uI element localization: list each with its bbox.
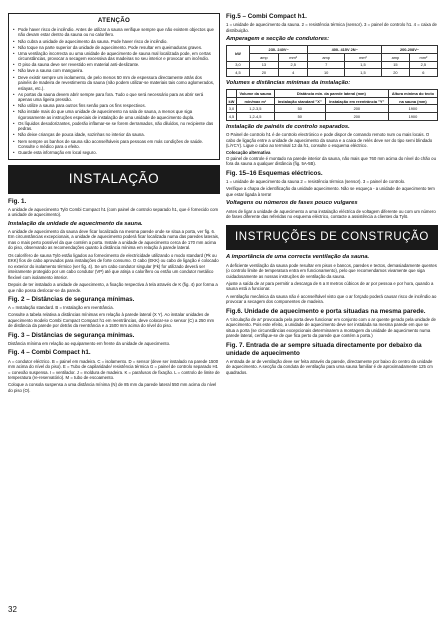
volumes-table-body <box>227 105 438 120</box>
vol-subheader: kW <box>227 97 237 105</box>
install-paragraph-1: A unidade de aquecimento da sauna deve ficar localizada na mesma parede onde se situa a porta, ver fig. 6. Em circunstâncias excepcionais, a unidade de aquecimento poderá ficar localizada numa das paredes laterais, mas o mais perto possível da que contém a porta. Instale a unidade de aquecimento cerca de 170 mm acima do piso, observando as recomendações quanto à distância mínima em relação à parede lateral. <box>8 228 220 251</box>
voltage-heading: Voltagens ou números de fases pouco vulgares <box>226 200 358 207</box>
warning-item: • As portas da sauna devem abrir sempre para fora. Tudo o que será necessário para as abrir será apenas uma ligeira pressão. <box>13 92 215 103</box>
construction-banner: INSTRUÇÕES DE CONSTRUÇÃO <box>226 225 438 251</box>
install-paragraph-3: Depois de ter instalado a unidade de aquecimento, a fixação respectiva à tela através de K (fig. 4) por forma a que não possa deslocar-se da parede. <box>8 282 218 293</box>
amperage-table-cell: 1,5 <box>344 69 381 77</box>
amperage-table-cell: 1,5 <box>344 61 381 69</box>
left-column <box>8 13 220 395</box>
volumes-table-cell: 4,5 <box>227 113 237 121</box>
amperage-table-body <box>227 61 438 76</box>
warning-item: • Não instale mais do que uma unidade de aquecimento na sala de sauna, a menos que siga rigorosamente as instruções especiais de instalação de uma unidade de aquecimento dupla. <box>13 109 215 120</box>
fig4-paragraph: Coloque a consola suspensa a uma distância mínima (N) de 85 mm da parede lateral 550 mm acima do nível do piso (O). <box>8 382 217 393</box>
warning-item: • Deve existir sempre um isolamento, de pelo menos 50 mm de espessura directamente atrás dos painéis de madeira de revestimento da sauna (não podem utilizar-se materiais tais como aglomerados, eslayas, etc.). <box>13 75 215 92</box>
right-column <box>226 13 438 377</box>
fig2-text: A = Instalação standard. B = Instalação em reentrância. <box>8 305 114 311</box>
fig1516-heading: Fig. 15–16 Esquemas eléctricos. <box>226 169 323 177</box>
amperage-heading: Amperagem e secção de condutores: <box>226 36 330 43</box>
amp-header-230: 230- 240V~ <box>249 46 308 54</box>
amperage-table-cell: 4 <box>278 69 308 77</box>
fig5-text: 1 = unidade de aquecimento da sauna. 2 = resistência térmica (sensor). 3 = painel de controlo h1. 4 = caixa de distribuição. <box>226 22 437 33</box>
install-heading: Instalação da unidade de aquecimento da sauna. <box>8 220 143 227</box>
fig7-paragraph: A entrada de ar de ventilação deve ser feita através da parede, directamente por baixo do centro da unidade de aquecimento. A secção da conduta de ventilação para uma sauna familiar é de aproximadamente 125 cm quadrados. <box>226 358 433 375</box>
fig1-text: A unidade de aquecimento Tylö Combi Compact h1 (com painel de controlo separado h1, que é fornecido com a unidade de aquecimento). <box>8 206 219 218</box>
amperage-table-cell: 2,5 <box>278 61 308 69</box>
fig7-heading: Fig. 7. Entrada de ar sempre situada directamente por debaixo da unidade de aquecimento <box>226 341 422 357</box>
volumes-table-cell: 1,2-3,5 <box>236 105 274 113</box>
warning-item: • Pode haver risco de incêndio. Antes de utilizar a sauna verifique sempre que não existem objectos que não devam estar dentro da sauna ou no calorifero. <box>13 27 215 38</box>
volumes-table-row <box>227 105 438 113</box>
panel-heading: Instalação de painéis de controlo separados. <box>226 123 350 130</box>
warning-list <box>13 27 215 156</box>
volumes-table-cell: 3,0 <box>227 105 237 113</box>
ventilation-paragraph-2: Ajuste a saída de ar para permitir a descarga de 6 a 8 metros cúbicos de ar por pessoa e por hora, quando a sauna está a funcionar. <box>226 280 434 292</box>
fig5-heading: Fig.5 – Combi Compact h1. <box>226 13 307 20</box>
fig1516-paragraph: Verifique a chapa de identificação da unidade aquecimento. Não se esqueça - a unidade de aquecimento tem que estar ligada à terra! <box>226 186 435 197</box>
warning-item: • Não toque na parte superior da unidade de aquecimento. Pode resultar em queimaduras graves. <box>13 45 215 51</box>
page-number: 32 <box>8 605 17 614</box>
warning-item: • Uma ventilação incorrecta ou uma unidade de aquecimento de sauna mal localizada pode, em certas circunstâncias, provocar a secagem excessiva das madeiras no seu interior e provocar um incêndio. <box>13 51 215 62</box>
fig3-text: Distância mínima em relação ao equipamento em frente da unidade de aquecimento. <box>8 340 171 346</box>
volumes-table-cell: 1900 <box>388 105 437 113</box>
fig2-heading: Fig. 2 – Distâncias de segurança mínimas. <box>8 296 135 304</box>
amperage-table-row <box>227 69 438 77</box>
warning-item: • Nem sempre os banhos de sauna são aconselháveis para pessoas em más condições de saúde. Consulte o médico para o efeito. <box>13 139 215 150</box>
volumes-table-cell: 200 <box>325 105 388 113</box>
amperage-table-cell: 13 <box>249 61 278 69</box>
vol-header-blank <box>227 90 237 98</box>
amperage-table-row <box>227 61 438 69</box>
warning-box <box>8 13 220 160</box>
volumes-table <box>226 89 438 120</box>
ventilation-paragraph-1: A deficiente ventilação da sauna pode resultar em pisos e bancos, paredes e tectos, demasiadamente quentes (o controlo limite de temperatura entra em funcionamento), pelo que recomendamos vivamente que siga cuidadosamente as nossas instruções de ventilação da sauna. <box>226 262 437 279</box>
install-paragraph-2: Os calorífero de sauna Tylö estão ligados ao fornecimento de electricidade utilizando o modo standard (Pk ou EKK) fios de cabo aprovados para instalações de forte consumo. O cabo (EKK) ou cabo de ligação é colocado no exterior do isolamento térmico (ver fig. 4). Se um cabo condutor singular (Fk) for utilizado deverá ser inteiramente protegido por um cabo condutor (VP) até que atinja o calorífero ou então um condutor metálico flexível com isolamento interior. <box>8 252 219 280</box>
amp-subheader: amp <box>382 54 410 62</box>
warning-item: • Os líquidos desodorizantes, poderão inflamar-se se forem derramados, não diluídos, no recipiente das pedras. <box>13 121 215 132</box>
volumes-table-cell: 50 <box>274 113 325 121</box>
amp-header-kw: kW <box>227 46 250 61</box>
fig4-heading: Fig. 4 – Combi Compact h1. <box>8 349 91 357</box>
volumes-table-cell: 1900 <box>388 113 437 121</box>
amp-subheader: amp <box>308 54 344 62</box>
volumes-table-cell: 200 <box>325 113 388 121</box>
vol-header-distance: Distância min. da parede lateral (mm) <box>274 90 388 98</box>
amperage-table <box>226 45 438 76</box>
fig2-paragraph: Consulte a tabela relativa a distâncias mínimas em relação à parede lateral (X Y). Ao instalar unidades de aquecimento modelo Combi Compact Compact h1 em reentrâncias, deve colocar-se o sensor (C) a 250 mm de distância da parede por detrás da reentrância e a 1500 mm acima do nível do piso. <box>8 312 215 329</box>
volumes-table-row <box>227 113 438 121</box>
vol-subheader: na sauna (mm) <box>388 97 437 105</box>
ventilation-heading: A importância de uma correcta ventilação da sauna. <box>226 254 370 261</box>
fig4-text: A = condutor eléctrico. B = painel em madeira. C = isolamento. D = sensor (deve ser instalado na parede 1500 mm acima do nível do piso). E = Tubo de capilaridade/ resistência térmica G = painel de controlo separado H1 = conexão suspensa. I = ventilador. J = moldura de madeira. K = parafusos de fixação. L = controlo de limite de temperatura (re-reservatório). M = tubo de escoamento. <box>8 358 220 380</box>
fig6-paragraph: A 'circulação de ar' provocada pela porta deve funcionar em conjunto com o ar quente gerado pela unidade de aquecimento. Pois este efeito, a unidade de aquecimento deve ser instalada na mesma parede em que se situa a porta (se circunstâncias excepcionais determinarem a montagem da unidade de aquecimento numa parede lateral, certifique-se de que fica perto da parede que contém a porta.) <box>226 316 436 339</box>
amperage-table-cell: 3,0 <box>227 61 250 69</box>
amperage-table-cell: 4,5 <box>227 69 250 77</box>
vol-subheader: min/max m³ <box>236 97 274 105</box>
warning-item: • Não lave a sauna com mangueira. <box>13 68 215 74</box>
vol-subheader: Instalação em reentrância "Y" <box>325 97 388 105</box>
panel-paragraph-2: O painel de controle é montado na parede interior da sauna, não mais que 760 mm acima do nível do chão ou fora da sauna a qualquer distância (fig. 5A-5B). <box>226 155 436 167</box>
amp-subheader: mm² <box>278 54 308 62</box>
warning-item: • Guarde esta informação em local seguro. <box>13 150 215 156</box>
fig3-heading: Fig. 3 – Distâncias de segurança mínimas. <box>8 331 135 339</box>
volumes-table-cell: 1,2-4,5 <box>236 113 274 121</box>
warning-item: • O piso da sauna deve ser revestido em material anti-deslizante. <box>13 62 215 68</box>
amperage-table-cell: 2,5 <box>409 61 437 69</box>
amperage-table-cell: 10 <box>308 69 344 77</box>
amperage-table-cell: 20 <box>382 69 410 77</box>
amperage-table-cell: 7 <box>308 61 344 69</box>
warning-item: • Não deixe crianças de pouca idade, sozinhas no interior da sauna. <box>13 132 215 138</box>
amperage-table-cell: 15 <box>382 61 410 69</box>
voltage-paragraph: Antes de ligar a unidade de aquecimento a uma instalação eléctrica de voltagem diferente ou com um número de fases diferente das referidas no esquema eléctrico, contacte a assistência a clientes da Tylö. <box>226 208 436 220</box>
amp-subheader: mm² <box>409 54 437 62</box>
fig6-heading: Fig.6. Unidade de aquecimento e porta situadas na mesma parede. <box>226 307 426 315</box>
amp-header-400: 400- 415V 2N~ <box>308 46 382 54</box>
vol-header-height: Altura mínima do tecto <box>388 90 437 98</box>
vol-subheader: Instalação standard "X" <box>274 97 325 105</box>
amp-subheader: amp <box>249 54 278 62</box>
amp-header-200: 200-208V~ <box>382 46 438 54</box>
amp-subheader: mm² <box>344 54 381 62</box>
volumes-heading: Volumes e distâncias mínimas da instalação: <box>226 79 351 86</box>
fig1-heading: Fig. 1. <box>8 197 27 205</box>
fig1516-text: 1 = unidade de aquecimento da sauna 2 = resistência térmica (sensor). 3 = painel de controlo. <box>226 178 406 184</box>
ventilation-paragraph-3: A ventilação mecânica da sauna não é aconselhável visto que o ar forçado poderá causar risco de incêndio ao provocar a secagem dos componentes de madeira. <box>226 293 437 305</box>
volumes-table-cell: 50 <box>274 105 325 113</box>
amperage-table-cell: 6 <box>409 69 437 77</box>
panel-subheading: Colocação alternativa <box>226 150 271 156</box>
warning-item: • Não utilize a sauna para outros fins senão para os fins respectivos. <box>13 103 215 109</box>
panel-paragraph-1: O Painel de controlo h1 é de controlo electrónico e pode dispor de comando remoto num ou mais locais. O cabo de ligação entre a unidade de aquecimento da sauna e a caixa de relés deve ser do tipo semi blindado (LiYCY). Ligue o cabo ao terminal 12 da h1, consulte o esquema eléctrico. <box>226 132 433 149</box>
warning-item: • Não cubra a unidade de aquecimento da sauna. Pode haver risco de incêndio. <box>13 39 215 45</box>
installation-banner: INSTALAÇÃO <box>8 165 220 193</box>
warning-title: ATENÇÃO <box>97 17 131 24</box>
vol-header-volume: Volume da sauna <box>236 90 274 98</box>
amperage-table-cell: 20 <box>249 69 278 77</box>
